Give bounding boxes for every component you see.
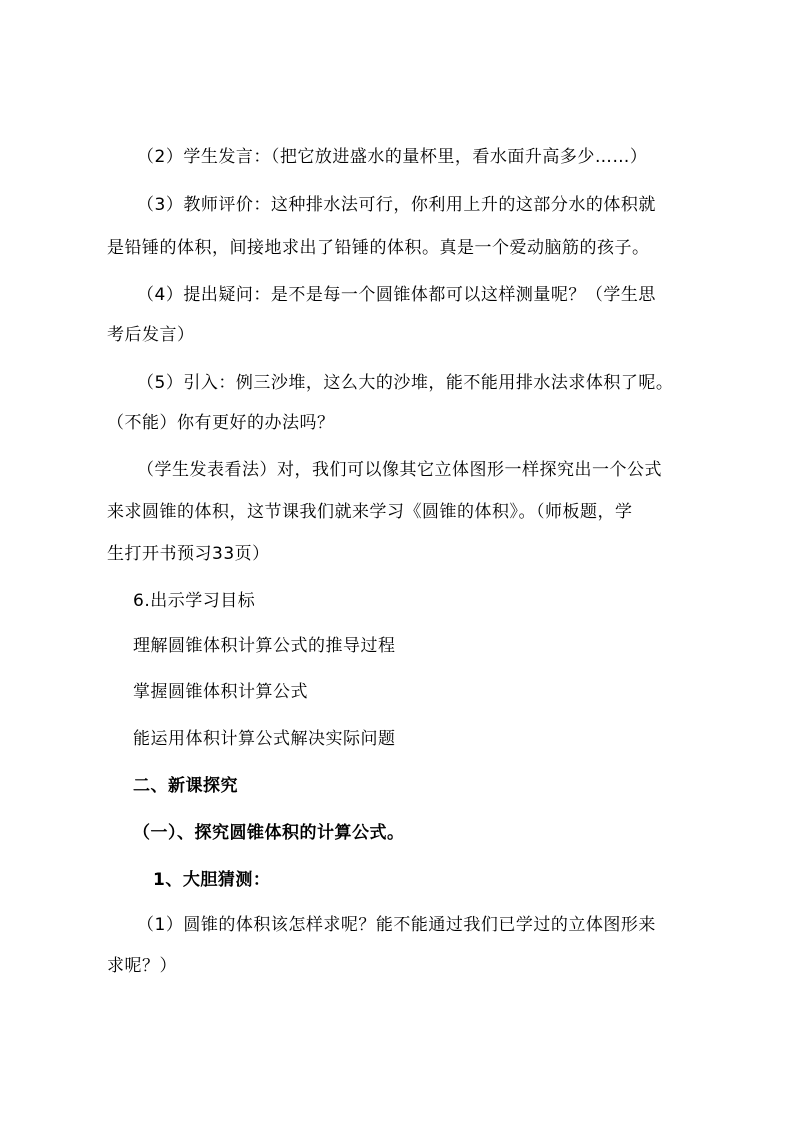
para-5-intro-line1: （5）引入：例三沙堆，这么大的沙堆，能不能用排水法求体积了呢。 <box>137 373 674 393</box>
goal-item-2: 掌握圆锥体积计算公式 <box>133 682 308 702</box>
para-guess-1-line2: 求呢？） <box>107 956 177 976</box>
para-students-line3: 生打开书预习33页） <box>107 544 270 564</box>
para-4-question-line1: （4）提出疑问：是不是每一个圆锥体都可以这样测量呢？（学生思 <box>137 285 656 305</box>
subsection-heading-explore: （一）、探究圆锥体积的计算公式。 <box>133 823 405 843</box>
section-heading-new-lesson: 二、新课探究 <box>133 776 238 796</box>
para-2-student-answer: （2）学生发言：（把它放进盛水的量杯里，看水面升高多少……） <box>137 147 648 167</box>
para-guess-1-line1: （1）圆锥的体积该怎样求呢？能不能通过我们已学过的立体图形来 <box>137 915 656 935</box>
para-3-teacher-eval-line2: 是铅锤的体积，间接地求出了铅锤的体积。真是一个爱动脑筋的孩子。 <box>107 238 650 258</box>
step-heading-guess: 1、大胆猜测： <box>153 870 271 890</box>
para-students-line2: 来求圆锥的体积，这节课我们就来学习《圆锥的体积》。（师板题，学 <box>107 502 633 522</box>
para-5-intro-line2: （不能）你有更好的办法吗？ <box>107 413 335 433</box>
goal-item-1: 理解圆锥体积计算公式的推导过程 <box>133 636 396 656</box>
para-3-teacher-eval-line1: （3）教师评价：这种排水法可行，你利用上升的这部分水的体积就 <box>137 195 656 215</box>
goals-heading: 6.出示学习目标 <box>133 591 256 611</box>
para-students-line1: （学生发表看法）对，我们可以像其它立体图形一样探究出一个公式 <box>137 460 662 480</box>
goal-item-3: 能运用体积计算公式解决实际问题 <box>133 729 396 749</box>
para-4-question-line2: 考后发言） <box>107 325 195 345</box>
